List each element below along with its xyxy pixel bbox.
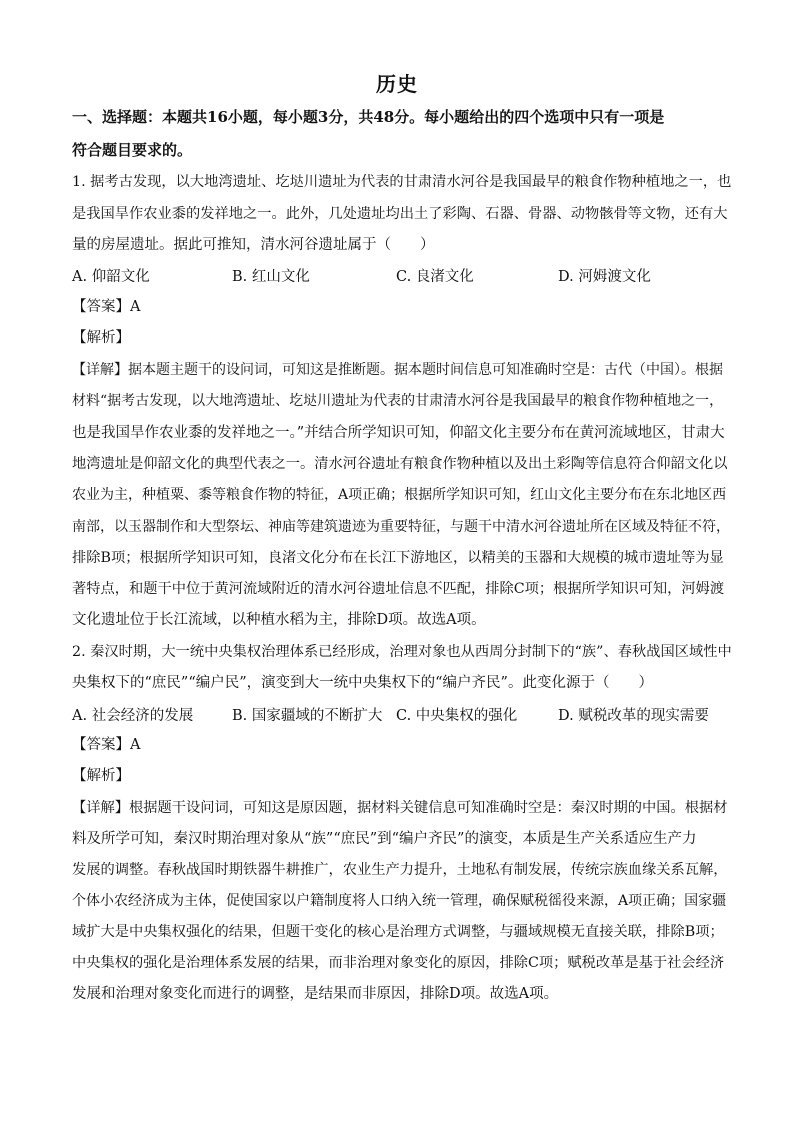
q1-analysis-label: 【解析】 [72, 330, 130, 346]
q2-option-b: B. 国家疆域的不断扩大 [232, 708, 383, 724]
q1-detail-line-3: 也是我国旱作农业黍的发祥地之一。”并结合所学知识可知，仰韶文化主要分布在黄河流域地区，甘肃大 [72, 425, 725, 441]
q1-answer: 【答案】A [72, 299, 141, 315]
q1-option-b: B. 红山文化 [232, 269, 310, 285]
q2-answer: 【答案】A [72, 737, 141, 753]
q1-detail-line-2: 材料“据考古发现，以大地湾遗址、圪垯川遗址为代表的甘肃清水河谷是我国最早的粮食作物种植地之一， [72, 393, 724, 409]
q2-detail-line-7: 发展和治理对象变化而进行的调整，是结果而非原因，排除D项。故选A项。 [72, 986, 559, 1002]
q2-detail-line-1: 【详解】根据题干设问词，可知这是原因题，据材料关键信息可知准确时空是：秦汉时期的中国。根据材 [72, 800, 728, 816]
page-title: 历史 [376, 72, 418, 96]
q1-stem-line-1: 1. 据考古发现，以大地湾遗址、圪垯川遗址为代表的甘肃清水河谷是我国最早的粮食作物种植地之一，也 [72, 174, 732, 190]
section-heading-line-1: 一、选择题：本题共16小题，每小题3分，共48分。每小题给出的四个选项中只有一项是 [72, 108, 665, 126]
q2-detail-line-2: 料及所学可知，秦汉时期治理对象从“族”“庶民”到“编户齐民”的演变，本质是生产关系适应生产力 [72, 831, 697, 847]
q1-option-a: A. 仰韶文化 [72, 269, 150, 285]
q1-detail-line-5: 农业为主，种植粟、黍等粮食作物的特征，A项正确；根据所学知识可知，红山文化主要分布在东北地区西 [72, 487, 727, 503]
q1-detail-line-7: 排除B项；根据所学知识可知，良渚文化分布在长江下游地区，以精美的玉器和大规模的城市遗址等为显 [72, 550, 724, 566]
q2-option-d: D. 赋税改革的现实需要 [558, 708, 709, 724]
q2-stem-line-2: 央集权下的“庶民”“编户民”，演变到大一统中央集权下的“编户齐民”。此变化源于（ ） [72, 675, 653, 691]
q1-option-d: D. 河姆渡文化 [558, 269, 651, 285]
q2-detail-line-6: 中央集权的强化是治理体系发展的结果，而非治理对象变化的原因，排除C项；赋税改革是基于社会经济 [72, 955, 725, 971]
q2-stem-line-1: 2. 秦汉时期，大一统中央集权治理体系已经形成，治理对象也从西周分封制下的“族”、春秋战国区域性中 [72, 644, 732, 660]
q1-detail-line-8: 著特点，和题干中位于黄河流域附近的清水河谷遗址信息不匹配，排除C项；根据所学知识可知，河姆渡 [72, 581, 725, 597]
q1-detail-line-1: 【详解】据本题主题干的设问词，可知这是推断题。据本题时间信息可知准确时空是：古代（中国）。根据 [72, 362, 723, 378]
q2-option-a: A. 社会经济的发展 [72, 708, 194, 724]
q1-detail-line-9: 文化遗址位于长江流域，以种植水稻为主，排除D项。故选A项。 [72, 612, 486, 628]
q1-option-c: C. 良渚文化 [396, 269, 474, 285]
q1-detail-line-4: 地湾遗址是仰韶文化的典型代表之一。清水河谷遗址有粮食作物种植以及出土彩陶等信息符合仰韶文化以 [72, 456, 728, 472]
q2-detail-line-4: 个体小农经济成为主体，促使国家以户籍制度将人口纳入统一管理，确保赋税徭役来源，A项正确；国家疆 [72, 893, 727, 909]
q1-stem-line-3: 量的房屋遗址。据此可推知，清水河谷遗址属于（ ） [72, 237, 435, 253]
q2-options [72, 704, 732, 724]
section-heading-line-2: 符合题目要求的。 [72, 141, 193, 159]
q2-analysis-label: 【解析】 [72, 768, 130, 784]
q1-options [72, 265, 732, 285]
q1-detail-line-6: 南部，以玉器制作和大型祭坛、神庙等建筑遗迹为重要特征，与题干中清水河谷遗址所在区域及特征不符， [72, 519, 730, 535]
q2-option-c: C. 中央集权的强化 [396, 708, 518, 724]
q1-stem-line-2: 是我国旱作农业黍的发祥地之一。此外，几处遗址均出土了彩陶、石器、骨器、动物骸骨等文物，还有大 [72, 206, 728, 222]
q2-detail-line-3: 发展的调整。春秋战国时期铁器牛耕推广，农业生产力提升，土地私有制发展，传统宗族血缘关系瓦解， [72, 862, 728, 878]
q2-detail-line-5: 域扩大是中央集权强化的结果，但题干变化的核心是治理方式调整，与疆域规模无直接关联，排除B项； [72, 924, 724, 940]
